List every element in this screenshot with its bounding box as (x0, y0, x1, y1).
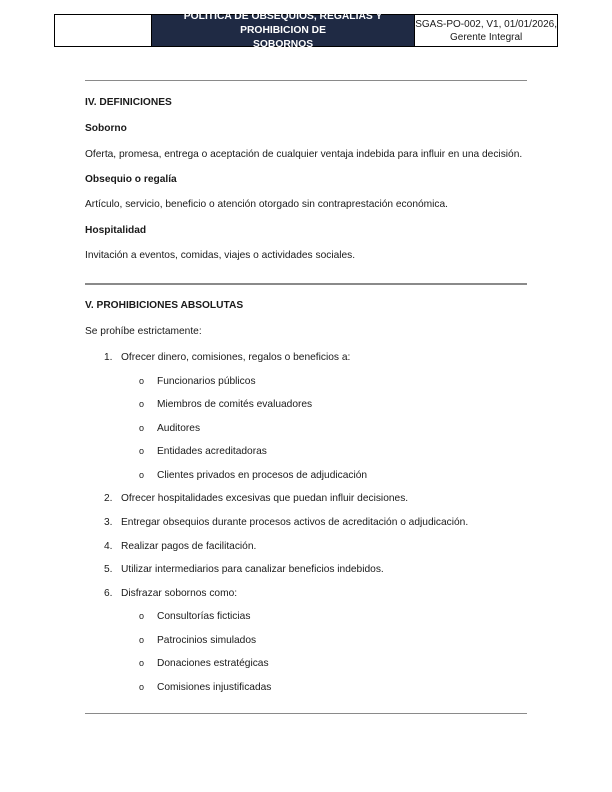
section-heading: IV. DEFINICIONES (85, 97, 172, 108)
bullet-item (139, 682, 271, 693)
item-text: Ofrecer dinero, comisiones, regalos o beneficios a: (121, 352, 351, 363)
document-title-line2: SOBORNOS (253, 38, 314, 50)
item-number: 4. (104, 541, 113, 552)
bullet-text: Consultorías ficticias (157, 611, 251, 622)
divider (85, 80, 527, 81)
bullet-text: Comisiones injustificadas (157, 682, 272, 693)
section-intro: Se prohíbe estrictamente: (85, 326, 202, 337)
item-number: 6. (104, 588, 113, 599)
item-text: Utilizar intermediarios para canalizar beneficios indebidos. (121, 564, 384, 575)
bullet-item (139, 423, 200, 434)
definition-text: Artículo, servicio, beneficio o atención otorgado sin contraprestación económica. (85, 199, 448, 210)
bullet-item (139, 470, 367, 481)
numbered-item (104, 588, 237, 599)
item-number: 2. (104, 493, 113, 504)
item-text: Entregar obsequios durante procesos activos de acreditación o adjudicación. (121, 517, 469, 528)
item-text: Disfrazar sobornos como: (121, 588, 238, 599)
bullet-text: Funcionarios públicos (157, 376, 256, 387)
bullet-icon: o (139, 611, 145, 621)
bullet-item (139, 658, 269, 669)
logo-cell (55, 15, 152, 46)
item-text: Ofrecer hospitalidades excesivas que puedan influir decisiones. (121, 493, 409, 504)
bullet-icon: o (139, 376, 145, 386)
bullet-icon: o (139, 470, 145, 480)
document-code (415, 15, 557, 46)
bullet-item (139, 611, 250, 622)
definition-term: Obsequio o regalía (85, 174, 177, 185)
bullet-text: Patrocinios simulados (157, 635, 257, 646)
item-text: Realizar pagos de facilitación. (121, 541, 257, 552)
bullet-icon: o (139, 399, 145, 409)
bullet-icon: o (139, 446, 145, 456)
bullet-text: Miembros de comités evaluadores (157, 399, 313, 410)
bullet-icon: o (139, 658, 145, 668)
numbered-item (104, 352, 350, 363)
item-number: 3. (104, 517, 113, 528)
bullet-item (139, 635, 256, 646)
bullet-text: Clientes privados en procesos de adjudicación (157, 470, 368, 481)
bullet-icon: o (139, 682, 145, 692)
divider (85, 283, 527, 285)
bullet-text: Auditores (157, 423, 201, 434)
numbered-item (104, 564, 384, 575)
item-number: 1. (104, 352, 113, 363)
document-title (152, 10, 415, 50)
bullet-item (139, 376, 256, 387)
numbered-item (104, 541, 256, 552)
item-number: 5. (104, 564, 113, 575)
document-title-line1: POLITICA DE OBSEQUIOS, REGALIAS Y PROHIBICION DE (183, 10, 383, 36)
bullet-icon: o (139, 635, 145, 645)
section-heading: V. PROHIBICIONES ABSOLUTAS (85, 300, 244, 311)
definition-term: Hospitalidad (85, 225, 147, 236)
definition-text: Oferta, promesa, entrega o aceptación de cualquier ventaja indebida para influir en una decisión. (85, 149, 523, 160)
bullet-icon: o (139, 423, 145, 433)
numbered-item (104, 517, 468, 528)
bullet-text: Donaciones estratégicas (157, 658, 269, 669)
divider (85, 713, 527, 714)
numbered-item (104, 493, 408, 504)
document-code-line2: Gerente Integral (449, 31, 523, 43)
bullet-text: Entidades acreditadoras (157, 446, 267, 457)
bullet-item (139, 399, 312, 410)
definition-text: Invitación a eventos, comidas, viajes o actividades sociales. (85, 250, 356, 261)
document-header (54, 10, 558, 50)
document-code-line1: SGAS-PO-002, V1, 01/01/2026, (415, 18, 557, 30)
definition-term: Soborno (85, 123, 127, 134)
bullet-item (139, 446, 267, 457)
